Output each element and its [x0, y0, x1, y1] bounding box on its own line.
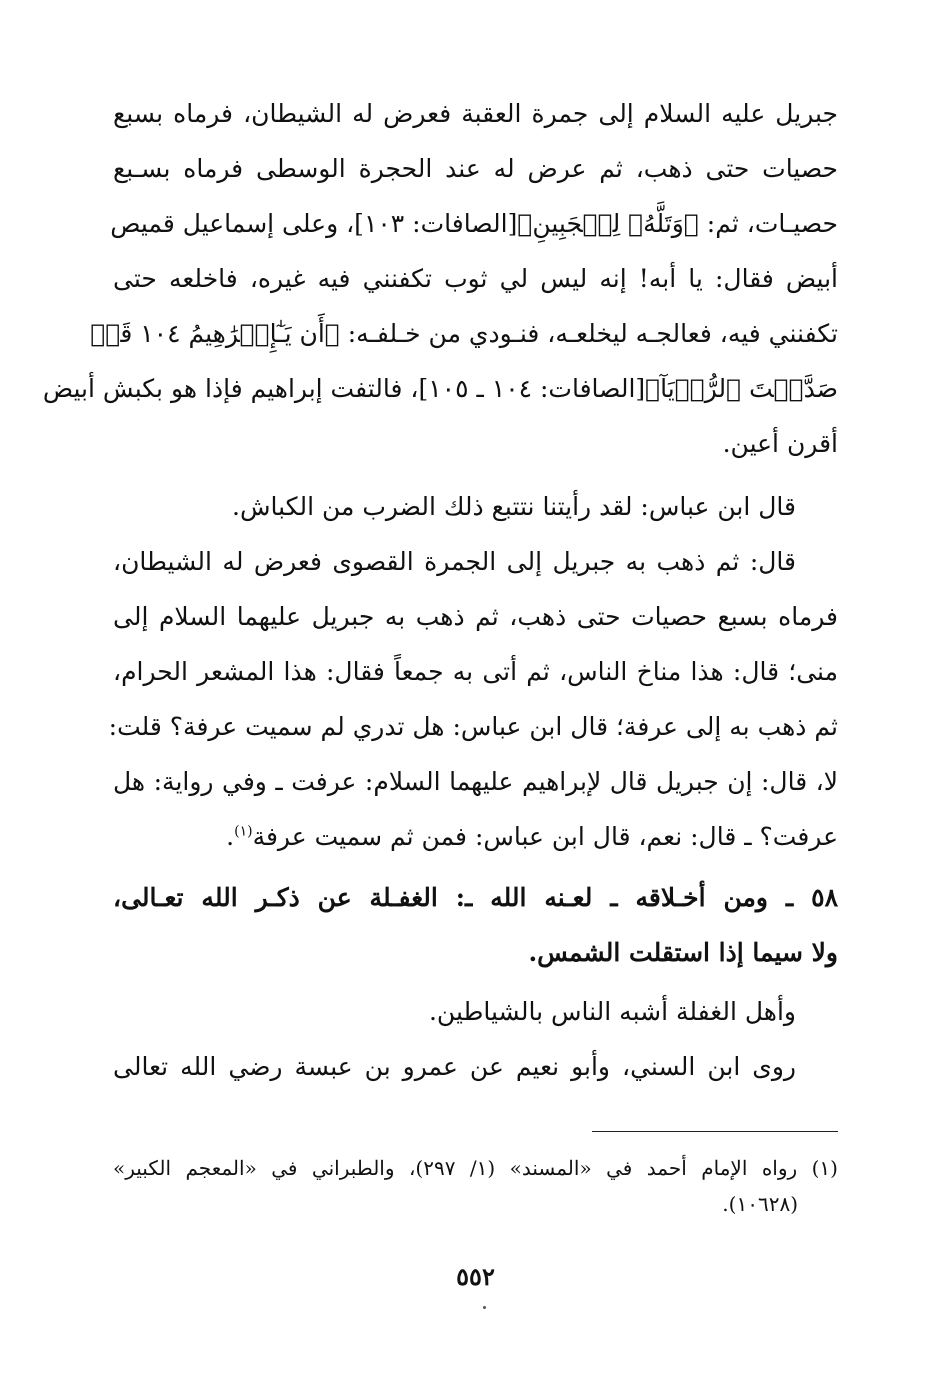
- text-line: [113, 479, 838, 534]
- text-line: [113, 754, 838, 809]
- footnote-marker: (١): [234, 823, 253, 840]
- line-text: قال ابن عباس: لقد رأيتنا نتتبع ذلك الضرب من الكباش.: [232, 492, 796, 521]
- line-text: أقرن أعين.: [722, 429, 838, 458]
- text-line: [113, 1039, 838, 1094]
- line-text: قال: ثم ذهب به جبريل إلى الجمرة القصوى فعرض له الشيطان،: [113, 547, 796, 576]
- line-text: فرماه بسبع حصيات حتى ذهب، ثم ذهب به جبريل عليهما السلام إلى: [113, 602, 838, 631]
- line-text: عرفت؟ ـ قال: نعم، قال ابن عباس: فمن ثم سميت عرفة: [252, 822, 838, 851]
- text-line: [113, 925, 838, 980]
- text-line: [113, 416, 838, 471]
- line-text: حصيـات، ثم: ﴿وَتَلَّهُۥ لِلۡجَبِينِ﴾[الصافات: ١٠٣]، وعلى إسماعيل قميص: [110, 209, 838, 238]
- line-text: لا، قال: إن جبريل قال لإبراهيم عليهما السلام: عرفت ـ وفي رواية: هل: [113, 767, 838, 796]
- line-text: أبيض فقال: يا أبه! إنه ليس لي ثوب تكفنني فيه غيره، فاخلعه حتى: [113, 264, 838, 293]
- text-line: [113, 141, 838, 196]
- text-line: [113, 809, 838, 864]
- print-speck: [483, 1306, 486, 1309]
- line-end-punct: .: [226, 822, 235, 851]
- text-line: [108, 699, 838, 754]
- line-text: منى؛ قال: هذا مناخ الناس، ثم أتى به جمعاً فقال: هذا المشعر الحرام،: [113, 657, 838, 686]
- text-line: [113, 251, 838, 306]
- line-text: ولا سيما إذا استقلت الشمس.: [528, 938, 838, 967]
- text-line: [90, 306, 838, 361]
- line-text: حصيات حتى ذهب، ثم عرض له عند الحجرة الوسطى فرماه بسـبع: [113, 154, 838, 183]
- text-line: [113, 644, 838, 699]
- main-text: [42, 86, 838, 1094]
- text-line: [113, 534, 838, 589]
- text-line: [113, 86, 838, 141]
- text-line: [110, 196, 838, 251]
- text-line: [113, 984, 838, 1039]
- line-text: صَدَّقۡتَ ٱلرُّءۡيَآ﴾[الصافات: ١٠٤ ـ ١٠٥]، فالتفت إبراهيم فإذا هو بكبش أبيض: [42, 374, 838, 403]
- text-line: [113, 589, 838, 644]
- page-number: ٥٥٢: [456, 1262, 495, 1291]
- footnotes: [113, 1150, 838, 1222]
- footnote-line: (١) رواه الإمام أحمد في «المسند» (١/ ٢٩٧)، والطبراني في «المعجم الكبير»: [113, 1156, 838, 1180]
- line-text: روى ابن السني، وأبو نعيم عن عمرو بن عبسة رضي الله تعالى: [113, 1052, 796, 1081]
- text-line: [42, 361, 838, 416]
- line-text: جبريل عليه السلام إلى جمرة العقبة فعرض له الشيطان، فرماه بسبع: [113, 99, 838, 128]
- footnote-separator: [592, 1131, 838, 1132]
- line-text: ثم ذهب به إلى عرفة؛ قال ابن عباس: هل تدري لم سميت عرفة؟ قلت:: [108, 712, 838, 741]
- line-text: تكفنني فيه، فعالجـه ليخلعـه، فنـودي من خـلفـه: ﴿أَن يَـٰٓإِبۡرَٰهِيمُ ١٠٤ قَدۡ: [90, 319, 838, 348]
- text-line: [113, 870, 838, 925]
- line-text: ٥٨ ـ ومن أخـلاقه ـ لعـنه الله ـ: الغفـلة عن ذكـر الله تعـالى،: [113, 883, 838, 912]
- footnote-line: (١٠٦٢٨).: [722, 1192, 798, 1216]
- line-text: وأهل الغفلة أشبه الناس بالشياطين.: [428, 997, 796, 1026]
